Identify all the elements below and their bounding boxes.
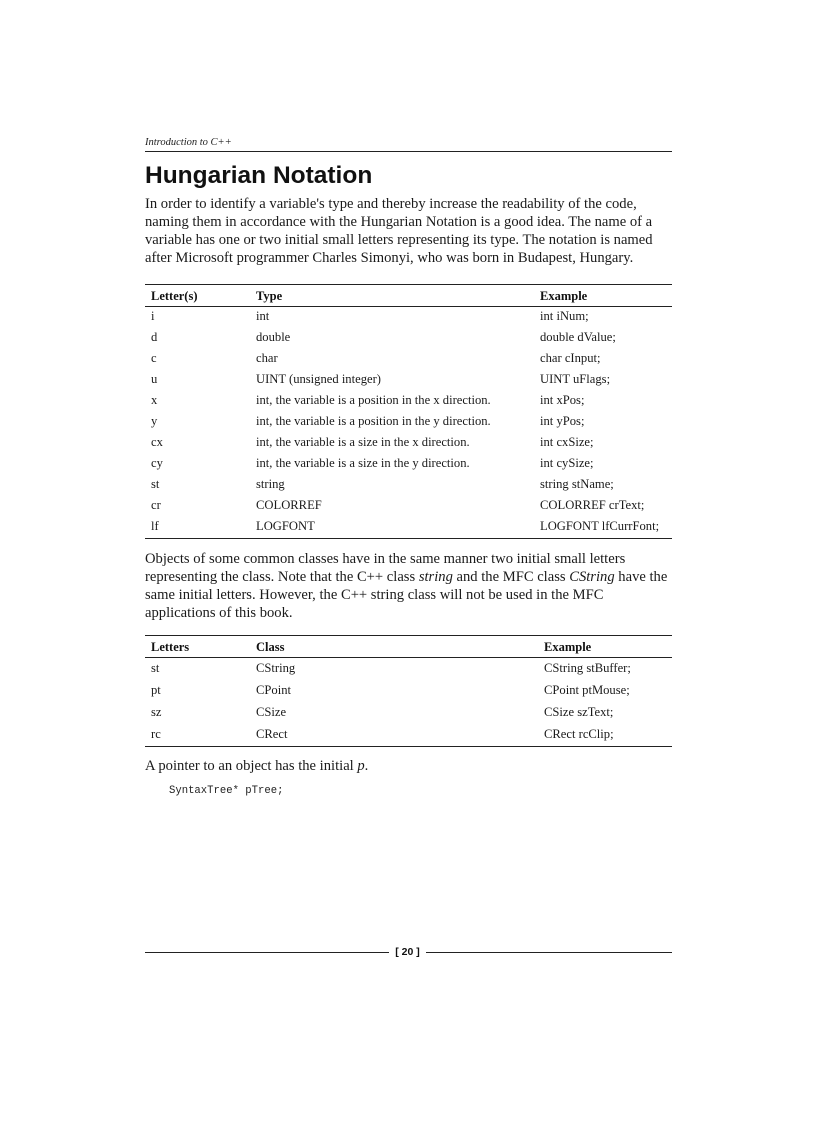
footer-rule-right: [426, 952, 672, 953]
intro-paragraph: In order to identify a variable's type and thereby increase the readability of the code, naming them in accordance with the Hungarian Notation is a good idea. The name of a variable has one or two initial small letters representing its type. The notation is named after Microsoft programmer Charles Simonyi, who was born in Budapest, Hungary.: [145, 196, 653, 266]
table-row: [145, 349, 672, 370]
cell-example: LOGFONT lfCurrFont;: [534, 517, 672, 539]
table-header-row: [145, 636, 672, 658]
table-row: [145, 433, 672, 454]
classes-paragraph-text-1: Objects of some common classes have in the same manner two initial small letters representing the class. Note that the C++ class: [145, 551, 626, 585]
cell-type: LOGFONT: [250, 517, 534, 539]
section-title: Hungarian Notation: [145, 162, 373, 189]
cell-example: char cInput;: [540, 351, 601, 365]
cell-prefix: lf: [145, 517, 250, 539]
column-header-type: Type: [250, 285, 534, 307]
table-row: [145, 724, 672, 747]
classes-paragraph: [145, 550, 672, 622]
prefix-type-table-body: [145, 307, 672, 539]
cell-prefix: pt: [151, 683, 161, 697]
table-row: [145, 328, 672, 349]
cell-prefix: cr: [151, 498, 161, 512]
cell-example: int yPos;: [540, 414, 585, 428]
table-row: [145, 517, 672, 539]
cell-class: CSize: [256, 705, 287, 719]
prefix-class-table-body: [145, 658, 672, 747]
cell-type: double: [256, 330, 291, 344]
cell-example: double dValue;: [540, 330, 616, 344]
cell-prefix: rc: [145, 724, 250, 747]
cell-example: int xPos;: [540, 393, 585, 407]
table-row: [145, 412, 672, 433]
table-row: [145, 680, 672, 702]
cell-type: UINT (unsigned integer): [256, 372, 381, 386]
cell-example: string stName;: [540, 477, 614, 491]
cell-example: CRect rcClip;: [538, 724, 672, 747]
pointer-paragraph-end: .: [364, 758, 369, 774]
cell-class: CRect: [250, 724, 538, 747]
cell-example: int cySize;: [540, 456, 594, 470]
cell-example: int iNum;: [540, 309, 589, 323]
cell-type: char: [256, 351, 278, 365]
cell-type: int, the variable is a size in the x direction.: [256, 435, 470, 449]
cell-type: COLORREF: [256, 498, 322, 512]
footer-rule-left: [145, 952, 389, 953]
column-header-class: Class: [250, 636, 538, 658]
code-example: SyntaxTree* pTree;: [169, 785, 284, 797]
cell-example: CSize szText;: [544, 705, 614, 719]
cell-prefix: cy: [151, 456, 163, 470]
cell-prefix: cx: [151, 435, 163, 449]
cell-prefix: c: [151, 351, 157, 365]
cell-prefix: x: [151, 393, 158, 407]
page-footer: [145, 944, 672, 960]
cell-prefix: u: [151, 372, 158, 386]
cell-prefix: i: [151, 309, 155, 323]
cell-type: int, the variable is a position in the x direction.: [256, 393, 491, 407]
cell-prefix: st: [151, 477, 160, 491]
cell-type: string: [256, 477, 285, 491]
column-header-letters: Letters: [145, 636, 250, 658]
cell-prefix: y: [151, 414, 158, 428]
cell-type: int, the variable is a size in the y direction.: [256, 456, 470, 470]
cell-type: int, the variable is a position in the y direction.: [256, 414, 491, 428]
cell-class: CString: [256, 661, 296, 675]
table-row: [145, 658, 672, 681]
cstring-class-emphasis: CString: [569, 569, 615, 585]
cell-example: UINT uFlags;: [540, 372, 611, 386]
cell-class: CPoint: [256, 683, 291, 697]
header-rule: [145, 151, 672, 152]
classes-paragraph-text-2: and the MFC class: [452, 569, 570, 585]
page-number: [ 20 ]: [395, 946, 420, 958]
table-header-row: [145, 285, 672, 307]
table-row: [145, 475, 672, 496]
table-row: [145, 391, 672, 412]
prefix-type-table: [145, 284, 672, 539]
pointer-paragraph-text: A pointer to an object has the initial: [145, 758, 358, 774]
cell-prefix: sz: [151, 705, 162, 719]
table-row: [145, 370, 672, 391]
table-row: [145, 307, 672, 329]
cell-example: COLORREF crText;: [540, 498, 645, 512]
column-header-example: Example: [534, 285, 672, 307]
page-content: [145, 136, 672, 797]
cell-prefix: d: [151, 330, 158, 344]
cell-example: int cxSize;: [540, 435, 594, 449]
column-header-example: Example: [538, 636, 672, 658]
table-row: [145, 496, 672, 517]
cell-example: CPoint ptMouse;: [544, 683, 630, 697]
prefix-class-table: [145, 635, 672, 747]
string-class-emphasis: string: [418, 569, 453, 585]
cell-type: int: [256, 309, 270, 323]
running-head: Introduction to C++: [145, 137, 232, 148]
cell-example: CString stBuffer;: [544, 661, 631, 675]
table-row: [145, 454, 672, 475]
pointer-prefix-emphasis: p: [357, 758, 365, 774]
pointer-paragraph: [145, 757, 672, 775]
cell-prefix: st: [151, 661, 160, 675]
table-row: [145, 702, 672, 724]
column-header-letters: Letter(s): [145, 285, 250, 307]
classes-paragraph-text-3: have the same initial letters. However, the C++ string class will not be used in the MFC applications of this book.: [145, 569, 668, 621]
